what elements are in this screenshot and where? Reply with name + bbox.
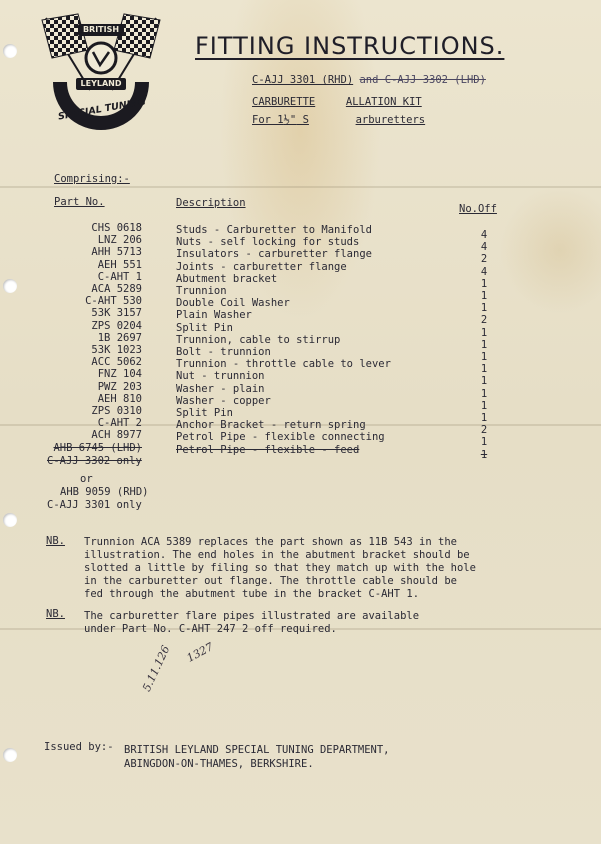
part-number: AHB 6745 (LHD) bbox=[53, 441, 142, 454]
column-part-no: Part No. bbox=[54, 196, 105, 208]
kit-for-b: S bbox=[296, 114, 309, 126]
punch-hole bbox=[3, 279, 17, 293]
punch-hole bbox=[3, 44, 17, 58]
punch-hole bbox=[3, 748, 17, 762]
note-text: Trunnion ACA 5389 replaces the part shown as 11B 543 in the illustration. The end holes in the abutment bracket should be slotted a little by filing so that they match up with the hole in the carburetter out flange. The throttle cable should be fed through the abutment tube in the bracket C-AHT 1. bbox=[84, 536, 476, 600]
part-number: C-AHT 1 bbox=[97, 270, 142, 283]
part-description: Anchor Bracket - return spring bbox=[176, 419, 366, 432]
part-quantity: 1 bbox=[480, 302, 488, 315]
part-number: C-AHT 2 bbox=[97, 417, 142, 430]
part-quantity: 1 bbox=[480, 375, 488, 388]
part-number: AEH 810 bbox=[97, 392, 142, 405]
part-number: 53K 1023 bbox=[91, 344, 142, 356]
part-description: Petrol Pipe - flexible connecting bbox=[176, 431, 385, 444]
part-number: AHH 5713 bbox=[91, 246, 142, 259]
issued-by-line2: ABINGDON-ON-THAMES, BERKSHIRE. bbox=[124, 758, 314, 770]
kit-rhd: C-AJJ 3301 (RHD) bbox=[252, 74, 354, 86]
kit-name-a: CARBURETTE bbox=[252, 96, 316, 108]
alt-kit-label: C-AJJ 3301 only bbox=[47, 499, 142, 511]
part-description: Abutment bracket bbox=[176, 272, 278, 285]
part-number: CHS 0618 bbox=[91, 222, 142, 234]
kit-header-line3 bbox=[252, 114, 425, 126]
kit-for-frac: ½" bbox=[283, 114, 297, 126]
part-quantity: 4 bbox=[480, 265, 488, 278]
part-quantity: 4 bbox=[480, 229, 488, 241]
part-description: Nuts - self locking for studs bbox=[176, 236, 360, 249]
kit-lhd-struck: and C-AJJ 3302 (LHD) bbox=[359, 74, 486, 86]
logo-bottom-text: LEYLAND bbox=[80, 79, 122, 88]
part-number: 53K 3157 bbox=[91, 307, 142, 320]
part-number: PWZ 203 bbox=[97, 380, 142, 393]
part-quantity: 1 bbox=[480, 277, 488, 290]
part-description: Split Pin bbox=[176, 407, 233, 419]
page-title: FITTING INSTRUCTIONS. bbox=[195, 32, 505, 60]
part-quantity: 1 bbox=[480, 290, 488, 302]
alt-part-no: AHB 9059 (RHD) bbox=[60, 486, 149, 498]
part-description: Trunnion - throttle cable to lever bbox=[176, 358, 391, 371]
comprising-label: Comprising:- bbox=[54, 173, 130, 185]
part-number: ACC 5062 bbox=[91, 356, 142, 369]
part-number: FNZ 104 bbox=[97, 368, 142, 381]
part-description: Joints - carburetter flange bbox=[176, 260, 347, 273]
part-quantity: 1 bbox=[480, 351, 488, 363]
part-number: 1B 2697 bbox=[97, 331, 142, 344]
part-quantity: 4 bbox=[480, 241, 488, 254]
kit-header-line2 bbox=[252, 96, 422, 108]
part-description: Bolt - trunnion bbox=[176, 346, 271, 358]
part-quantity: 1 bbox=[480, 326, 488, 339]
logo-ring-text: SPECIAL TUNING bbox=[57, 96, 147, 123]
issued-by-line1: BRITISH LEYLAND SPECIAL TUNING DEPARTMENT, bbox=[124, 744, 390, 756]
part-quantity: 1 bbox=[480, 387, 488, 400]
kit-header-line1 bbox=[252, 74, 486, 86]
part-number: AEH 551 bbox=[97, 258, 142, 271]
part-description: Trunnion, cable to stirrup bbox=[176, 333, 341, 346]
part-quantity: 1 bbox=[480, 448, 488, 461]
part-quantity: 1 bbox=[480, 412, 488, 424]
part-number: ACH 8977 bbox=[91, 429, 142, 442]
part-description: Petrol Pipe - flexible - feed bbox=[176, 443, 360, 456]
column-description: Description bbox=[176, 197, 246, 209]
part-description: Plain Washer bbox=[176, 309, 252, 322]
part-number: ZPS 0204 bbox=[91, 319, 142, 332]
part-number: ZPS 0310 bbox=[91, 405, 142, 417]
handwritten-date: 5.11.126 bbox=[140, 643, 173, 694]
punch-hole bbox=[3, 513, 17, 527]
note-label: NB. bbox=[46, 535, 65, 547]
issued-by-label: Issued by:- bbox=[44, 741, 114, 753]
part-number: C-AHT 530 bbox=[85, 295, 142, 308]
kit-struck-label: C-AJJ 3302 only bbox=[47, 455, 142, 467]
part-quantity: 2 bbox=[480, 253, 488, 266]
part-quantity: 2 bbox=[480, 314, 488, 327]
fold-line bbox=[0, 186, 601, 188]
part-number: LNZ 206 bbox=[97, 234, 142, 247]
part-description: Studs - Carburetter to Manifold bbox=[176, 224, 372, 236]
part-description: Split Pin bbox=[176, 321, 233, 334]
column-no-off: No.Off bbox=[459, 203, 497, 215]
part-description: Nut - trunnion bbox=[176, 370, 265, 383]
handwritten-number: 1327 bbox=[184, 640, 216, 665]
part-number: ACA 5289 bbox=[91, 283, 142, 295]
part-quantity: 1 bbox=[480, 363, 488, 376]
note-text: The carburetter flare pipes illustrated are available under Part No. C-AHT 247 2 off required. bbox=[84, 610, 420, 635]
part-description: Double Coil Washer bbox=[176, 297, 290, 310]
part-quantity: 1 bbox=[480, 436, 488, 449]
part-quantity: 1 bbox=[480, 399, 488, 412]
logo-top-text: BRITISH bbox=[82, 25, 120, 34]
part-quantity: 1 bbox=[480, 338, 488, 351]
kit-name-b: ALLATION KIT bbox=[345, 96, 422, 108]
part-description: Trunnion bbox=[176, 285, 227, 297]
part-quantity: 2 bbox=[480, 424, 488, 437]
british-leyland-logo bbox=[38, 12, 164, 136]
or-label: or bbox=[80, 473, 93, 485]
kit-for-a: For 1 bbox=[252, 114, 284, 126]
part-description: Washer - copper bbox=[176, 394, 271, 407]
kit-for-c: arburetters bbox=[355, 114, 426, 126]
part-description: Washer - plain bbox=[176, 382, 265, 395]
note-label: NB. bbox=[46, 608, 65, 620]
part-description: Insulators - carburetter flange bbox=[176, 248, 372, 261]
